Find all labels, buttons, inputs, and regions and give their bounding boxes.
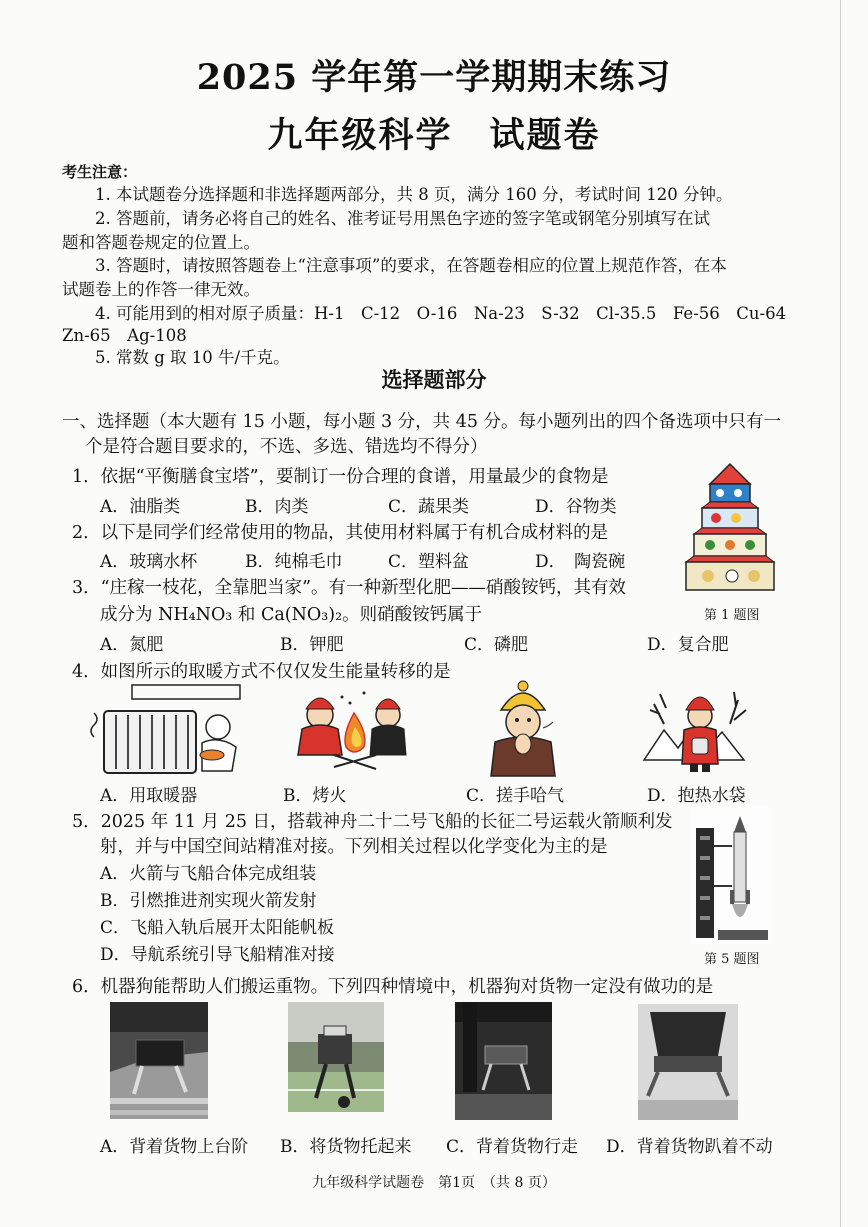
notice-item: 1. 本试题卷分选择题和非选择题两部分，共 8 页，满分 160 分，考试时间 120 分钟。 bbox=[95, 185, 733, 204]
question-4-stem: 4．如图所示的取暖方式不仅仅发生能量转移的是 bbox=[72, 662, 451, 682]
notice-item: 4. 可能用到的相对原子质量：H-1 C-12 O-16 Na-23 S-32 Cl-35.5 Fe-56 Cu-64 bbox=[95, 304, 787, 323]
robot-dog-lift-photo bbox=[288, 1002, 384, 1112]
hot-water-bottle-figure bbox=[640, 680, 760, 778]
section-intro: 个是符合题目要求的，不选、多选、错选均不得分） bbox=[85, 437, 488, 457]
question-3-option-a: A．氮肥 bbox=[100, 635, 164, 655]
question-1-option-a: A．油脂类 bbox=[100, 497, 181, 517]
question-6-option-d: D．背着货物趴着不动 bbox=[606, 1137, 773, 1157]
section-intro: 一、选择题（本大题有 15 小题，每小题 3 分，共 45 分。每小题列出的四个备选项中只有一 bbox=[62, 412, 782, 432]
question-2-option-b: B．纯棉毛巾 bbox=[245, 552, 343, 572]
question-6-stem: 6．机器狗能帮助人们搬运重物。下列四种情境中，机器狗对货物一定没有做功的是 bbox=[72, 977, 714, 997]
question-6-option-b: B．将货物托起来 bbox=[280, 1137, 412, 1157]
notice-item: Zn-65 Ag-108 bbox=[62, 326, 187, 345]
question-3-stem: 成分为 NH₄NO₃ 和 Ca(NO₃)₂。则硝酸铵钙属于 bbox=[100, 605, 483, 625]
question-5-stem: 射，并与中国空间站精准对接。下列相关过程以化学变化为主的是 bbox=[100, 837, 608, 857]
food-pyramid-figure bbox=[680, 462, 780, 596]
heater-figure bbox=[90, 683, 250, 778]
section-title: 选择题部分 bbox=[381, 367, 487, 392]
notice-item: 2. 答题前，请务必将自己的姓名、准考证号用黑色字迹的签字笔或钢笔分别填写在试 bbox=[95, 209, 710, 228]
robot-dog-walk-photo bbox=[455, 1002, 552, 1120]
question-3-option-b: B．钾肥 bbox=[280, 635, 344, 655]
question-2-option-a: A．玻璃水杯 bbox=[100, 552, 198, 572]
question-5-stem: 5．2025 年 11 月 25 日，搭载神舟二十二号飞船的长征二号运载火箭顺利发 bbox=[72, 812, 673, 832]
question-1-option-d: D．谷物类 bbox=[535, 497, 617, 517]
question-4-option-b: B．烤火 bbox=[283, 786, 347, 806]
page-footer: 九年级科学试题卷 第1页 （共 8 页） bbox=[312, 1175, 556, 1191]
question-5-option-d: D．导航系统引导飞船精准对接 bbox=[100, 945, 335, 965]
robot-dog-stairs-photo bbox=[110, 1002, 208, 1119]
notice-item: 题和答题卷规定的位置上。 bbox=[62, 233, 260, 252]
question-1-option-c: C．蔬果类 bbox=[388, 497, 470, 517]
question-4-option-c: C．搓手哈气 bbox=[466, 786, 565, 806]
question-6-option-a: A．背着货物上台阶 bbox=[100, 1137, 249, 1157]
question-5-option-a: A．火箭与飞船合体完成组装 bbox=[100, 864, 317, 884]
question-2-stem: 2．以下是同学们经常使用的物品，其使用材料属于有机合成材料的是 bbox=[72, 523, 609, 543]
exam-title: 2025 学年第一学期期末练习 bbox=[196, 57, 672, 98]
exam-subtitle: 九年级科学 试题卷 bbox=[267, 115, 601, 156]
question-3-option-c: C．磷肥 bbox=[464, 635, 529, 655]
question-5-option-b: B．引燃推进剂实现火箭发射 bbox=[100, 891, 317, 911]
question-3-stem: 3．“庄稼一枝花，全靠肥当家”。有一种新型化肥——硝酸铵钙，其有效 bbox=[72, 578, 627, 598]
question-3-option-d: D．复合肥 bbox=[647, 635, 729, 655]
question-1-stem: 1．依据“平衡膳食宝塔”，要制订一份合理的食谱，用量最少的食物是 bbox=[72, 467, 609, 487]
notice-item: 3. 答题时，请按照答题卷上“注意事项”的要求，在答题卷相应的位置上规范作答，在本 bbox=[95, 256, 727, 275]
figure-5-caption: 第 5 题图 bbox=[704, 952, 760, 967]
figure-1-caption: 第 1 题图 bbox=[704, 608, 760, 623]
question-6-option-c: C．背着货物行走 bbox=[446, 1137, 579, 1157]
question-2-option-c: C．塑料盆 bbox=[388, 552, 470, 572]
rocket-launch-figure bbox=[690, 806, 770, 944]
question-4-option-d: D．抱热水袋 bbox=[647, 786, 746, 806]
question-2-option-d: D． 陶瓷碗 bbox=[535, 552, 626, 572]
notice-item: 5. 常数 g 取 10 牛/千克。 bbox=[95, 348, 290, 367]
campfire-figure bbox=[290, 683, 420, 778]
page-edge-line bbox=[840, 0, 841, 1227]
notice-heading: 考生注意： bbox=[62, 163, 138, 181]
question-4-option-a: A．用取暖器 bbox=[100, 786, 198, 806]
notice-item: 试题卷上的作答一律无效。 bbox=[62, 280, 260, 299]
question-1-option-b: B．肉类 bbox=[245, 497, 309, 517]
question-5-option-c: C．飞船入轨后展开太阳能帆板 bbox=[100, 918, 335, 938]
robot-dog-rest-photo bbox=[638, 1004, 738, 1120]
rubbing-hands-figure bbox=[483, 680, 563, 780]
